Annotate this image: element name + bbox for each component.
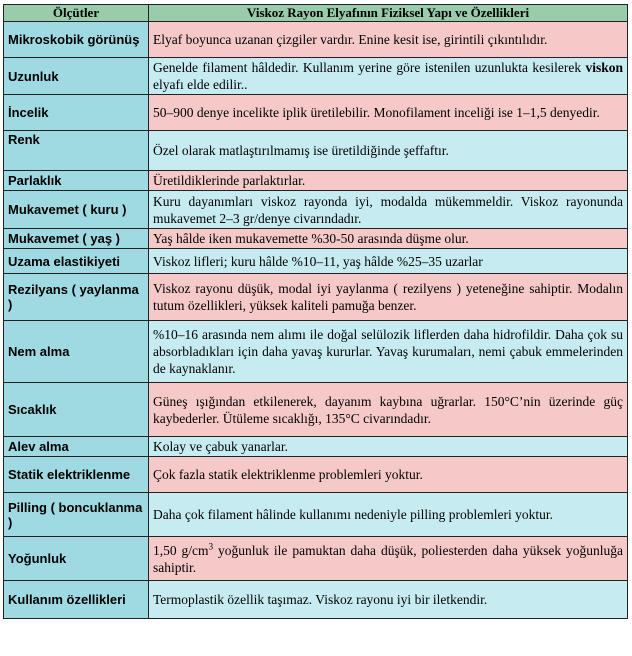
header-properties: Viskoz Rayon Elyafının Fiziksel Yapı ve Özellikleri	[149, 5, 628, 22]
criterion-cell: Mukavemet ( kuru )	[4, 191, 149, 229]
table-row	[4, 249, 628, 274]
description-bold-text: viskon	[585, 60, 623, 75]
table-row	[4, 581, 628, 619]
description-cell: Kuru dayanımları viskoz rayonda iyi, modalda mükemmeldir. Viskoz rayonunda mukavemet 2–3 gr/denye civarındadır.	[149, 191, 628, 229]
criterion-cell: Uzama elastikiyeti	[4, 249, 149, 274]
description-cell: %10–16 arasında nem alımı ile doğal selülozik liflerden daha hidrofildir. Daha çok su absorbladıkları için daha yavaş kururlar. Yavaş kurumaları, nemi çabuk emmelerinden de kaynaklanır.	[149, 321, 628, 383]
table-row	[4, 229, 628, 249]
criterion-cell: Yoğunluk	[4, 537, 149, 581]
table-row	[4, 191, 628, 229]
table-row	[4, 22, 628, 58]
description-cell: Üretildiklerinde parlaktırlar.	[149, 171, 628, 191]
description-cell: Çok fazla statik elektriklenme problemleri yoktur.	[149, 457, 628, 493]
description-cell: Viskoz lifleri; kuru hâlde %10–11, yaş hâlde %25–35 uzarlar	[149, 249, 628, 274]
description-cell: Viskoz rayonu düşük, modal iyi yaylanma ( rezilyens ) yeteneğine sahiptir. Modalın tutum özellikleri, yüksek kaliteli pamuğa benzer.	[149, 274, 628, 321]
criterion-cell: İncelik	[4, 95, 149, 131]
criterion-cell: Parlaklık	[4, 171, 149, 191]
description-cell: Elyaf boyunca uzanan çizgiler vardır. Enine kesit ise, girintili çıkıntılıdır.	[149, 22, 628, 58]
criterion-cell: Renk	[4, 131, 149, 171]
criterion-cell: Mikroskobik görünüş	[4, 22, 149, 58]
table-row	[4, 274, 628, 321]
description-cell	[149, 58, 628, 95]
criterion-cell: Sıcaklık	[4, 383, 149, 437]
description-cell: Yaş hâlde iken mukavemette %30-50 arasında düşme olur.	[149, 229, 628, 249]
description-text: yoğunluk ile pamuktan daha düşük, poliesterden daha yüksek yoğunluğa sahiptir.	[153, 542, 623, 575]
criterion-cell: Rezilyans ( yaylanma )	[4, 274, 149, 321]
criterion-cell: Kullanım özellikleri	[4, 581, 149, 619]
table-row	[4, 171, 628, 191]
header-criteria: Ölçütler	[4, 5, 149, 22]
properties-table	[3, 4, 628, 619]
table-row	[4, 321, 628, 383]
description-cell: Kolay ve çabuk yanarlar.	[149, 437, 628, 457]
criterion-cell: Nem alma	[4, 321, 149, 383]
description-cell	[149, 537, 628, 581]
criterion-cell: Mukavemet ( yaş )	[4, 229, 149, 249]
superscript: 3	[208, 541, 214, 551]
table-row	[4, 58, 628, 95]
table-row	[4, 95, 628, 131]
description-cell: 50–900 denye incelikte iplik üretilebilir. Monofilament inceliği ise 1–1,5 denyedir.	[149, 95, 628, 131]
description-text: Genelde filament hâldedir. Kullanım yerine göre istenilen uzunlukta kesilerek	[153, 60, 586, 75]
header-row	[4, 5, 628, 22]
description-cell: Özel olarak matlaştırılmamış ise üretildiğinde şeffaftır.	[149, 131, 628, 171]
table-row	[4, 457, 628, 493]
description-cell: Güneş ışığından etkilenerek, dayanım kaybına uğrarlar. 150°C’nin üzerinde güç kaybederler. Ütüleme sıcaklığı, 135°C civarındadır.	[149, 383, 628, 437]
table-row	[4, 493, 628, 537]
criterion-cell: Statik elektriklenme	[4, 457, 149, 493]
table-row	[4, 537, 628, 581]
table-row	[4, 437, 628, 457]
criterion-cell: Uzunluk	[4, 58, 149, 95]
criterion-cell: Pilling ( boncuklanma )	[4, 493, 149, 537]
table-row	[4, 383, 628, 437]
description-cell: Daha çok filament hâlinde kullanımı nedeniyle pilling problemleri yoktur.	[149, 493, 628, 537]
table-row	[4, 131, 628, 171]
description-cell: Termoplastik özellik taşımaz. Viskoz rayonu iyi bir iletkendir.	[149, 581, 628, 619]
description-text: elyafı elde edilir..	[153, 77, 248, 92]
criterion-cell: Alev alma	[4, 437, 149, 457]
description-text: 1,50 g/cm	[153, 542, 209, 558]
